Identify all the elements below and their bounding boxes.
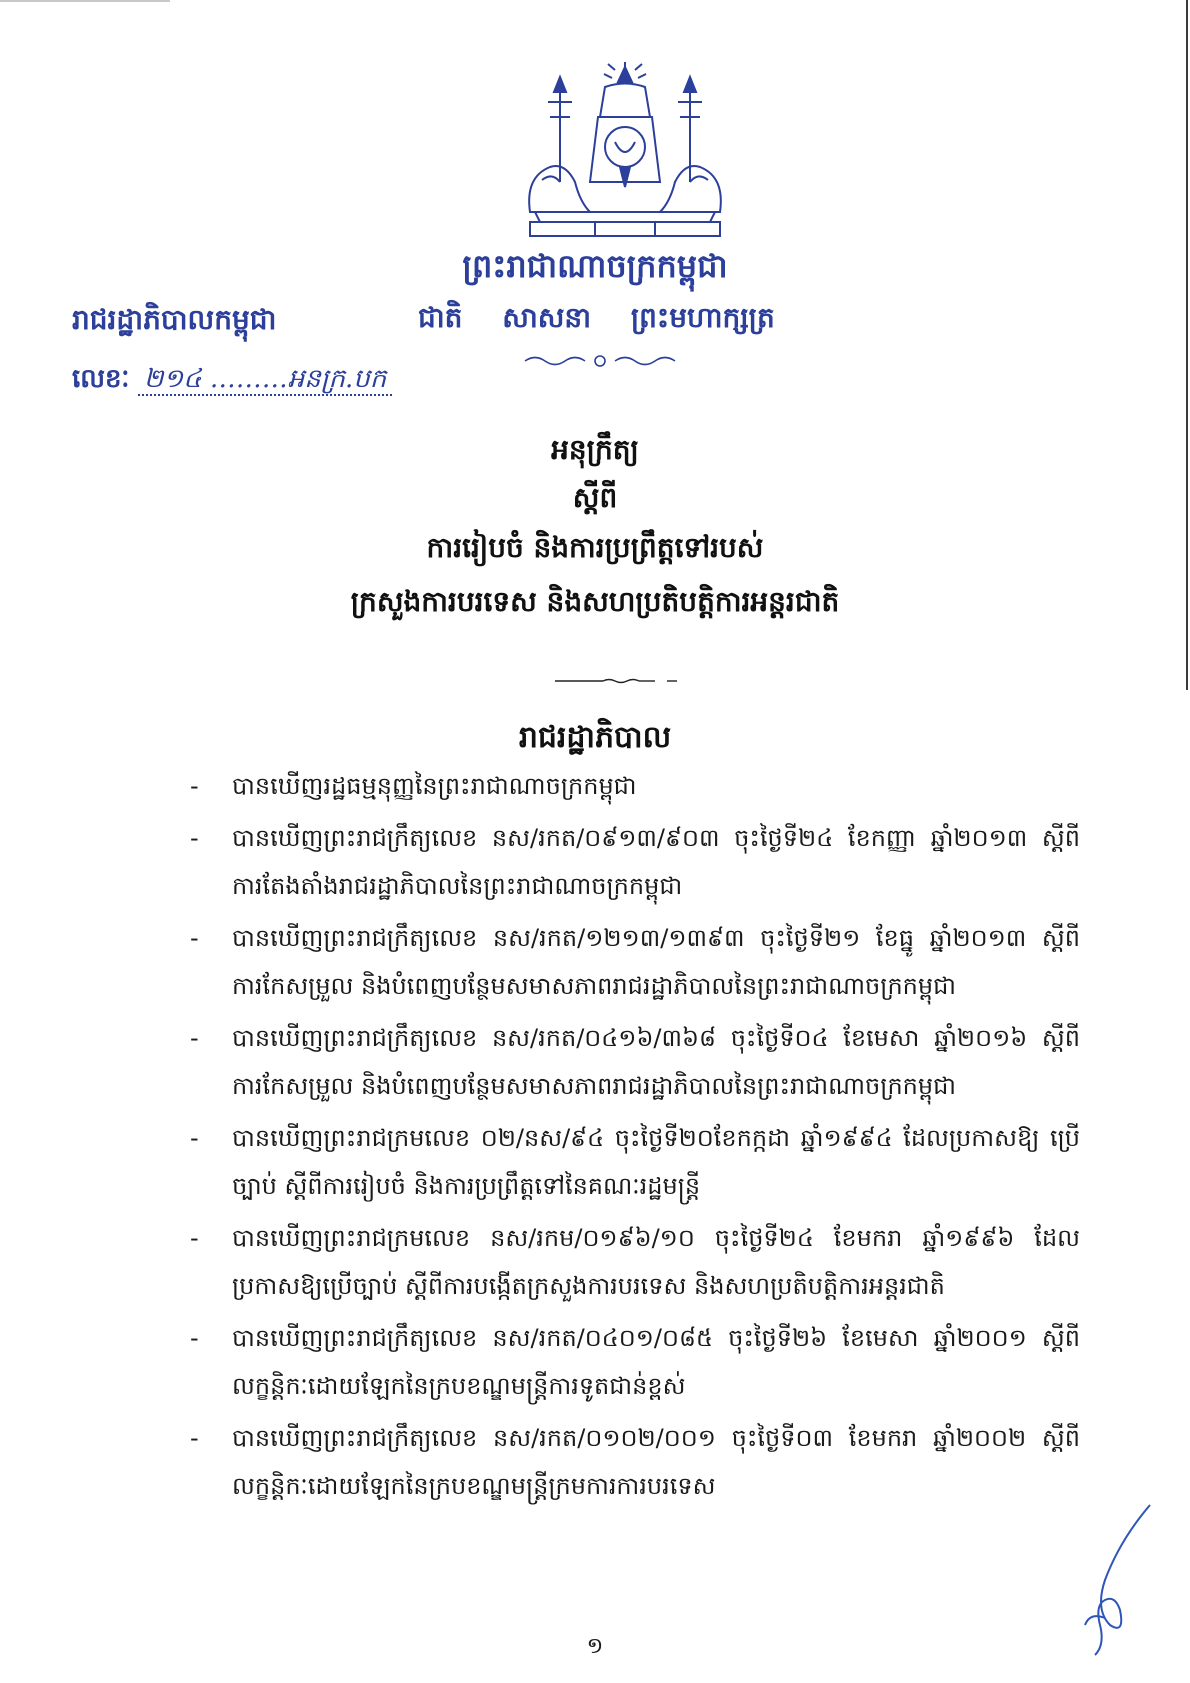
title-line-2: ក្រសួងការបរទេស និងសហប្រតិបត្តិការអន្តរជាតិ: [350, 585, 840, 618]
title-about: ស្តីពី: [572, 481, 618, 514]
list-item: - បានឃើញព្រះរាជក្រឹត្យលេខ នស/រកត/០៤១៦/៣៦៨ ចុះថ្ងៃទី០៤ ខែមេសា ឆ្នាំ២០១៦ ស្តីពី ការកែសម្រួល និងបំពេញបន្ថែមសមាសភាពរាជរដ្ឋាភិបាលនៃព្រះរាជាណាចក្រកម្ពុជា: [190, 1024, 1080, 1100]
list-item: - បានឃើញព្រះរាជក្រឹត្យលេខ នស/រកត/០៩១៣/៩០៣ ចុះថ្ងៃទី២៤ ខែកញ្ញា ឆ្នាំ២០១៣ ស្តីពី ការតែងតាំងរាជរដ្ឋាភិបាលនៃព្រះរាជាណាចក្រកម្ពុជា: [190, 824, 1080, 900]
list-item: - បានឃើញរដ្ឋធម្មនុញ្ញនៃព្រះរាជាណាចក្រកម្ពុជា: [190, 772, 637, 800]
signature-initials: [1050, 1500, 1160, 1660]
title-divider: [555, 678, 685, 684]
title-line-1: ការរៀបចំ និងការប្រព្រឹត្តទៅរបស់: [426, 531, 764, 564]
list-item: - បានឃើញព្រះរាជក្រមលេខ នស/រកម/០១៩៦/១០ ចុះថ្ងៃទី២៤ ខែមករា ឆ្នាំ១៩៩៦ ដែល ប្រកាសឱ្យប្រើច្បាប់ ស្តីពីការបង្កើតក្រសួងការបរទេស និងសហប្រតិបត្តិការអន្តរជាតិ: [190, 1224, 1080, 1300]
scan-edge: [0, 0, 170, 10]
list-item: - បានឃើញព្រះរាជក្រឹត្យលេខ នស/រកត/០១០២/០០១ ចុះថ្ងៃទី០៣ ខែមករា ឆ្នាំ២០០២ ស្តីពី លក្ខន្តិកៈដោយឡែកនៃក្របខណ្ឌមន្ត្រីក្រមការការបរទេស: [190, 1424, 1080, 1500]
motto-nation: ជាតិ: [418, 301, 463, 334]
list-item: - បានឃើញព្រះរាជក្រឹត្យលេខ នស/រកត/០៤០១/០៨៥ ចុះថ្ងៃទី២៦ ខែមេសា ឆ្នាំ២០០១ ស្តីពី លក្ខន្តិកៈដោយឡែកនៃក្របខណ្ឌមន្ត្រីការទូតជាន់ខ្ពស់: [190, 1324, 1080, 1400]
motto-religion: សាសនា: [502, 301, 592, 334]
government-name: រាជរដ្ឋាភិបាលកម្ពុជា: [72, 303, 277, 336]
reference-number: [72, 362, 392, 400]
page-number: ១: [586, 1634, 604, 1659]
list-item: - បានឃើញព្រះរាជក្រឹត្យលេខ នស/រកត/១២១៣/១៣៩៣ ចុះថ្ងៃទី២១ ខែធ្នូ ឆ្នាំ២០១៣ ស្តីពី ការកែសម្រួល និងបំពេញបន្ថែមសមាសភាពរាជរដ្ឋាភិបាលនៃព្រះរាជាណាចក្រកម្ពុជា: [190, 924, 1080, 1000]
ornament-divider: [520, 352, 680, 370]
kingdom-name: ព្រះរាជាណាចក្រកម្ពុជា: [462, 247, 728, 285]
document-type: អនុក្រឹត្យ: [551, 433, 639, 466]
reference-label: លេខៈ: [72, 364, 130, 394]
considerations-list: [190, 762, 1080, 1514]
national-motto: [418, 300, 805, 341]
list-item: - បានឃើញព្រះរាជក្រមលេខ ០២/នស/៩៤ ចុះថ្ងៃទី២០ខែកក្កដា ឆ្នាំ១៩៩៤ ដែលប្រកាសឱ្យ ប្រើច្បាប់ ស្តីពីការរៀបចំ និងការប្រព្រឹត្តទៅនៃគណៈរដ្ឋមន្ត្រី: [190, 1124, 1080, 1200]
section-heading: រាជរដ្ឋាភិបាល: [518, 720, 672, 755]
royal-emblem: [520, 62, 730, 237]
reference-value: ២១៤ ………អនក្រ.បក: [138, 364, 393, 396]
motto-king: ព្រះមហាក្សត្រ: [630, 301, 775, 334]
